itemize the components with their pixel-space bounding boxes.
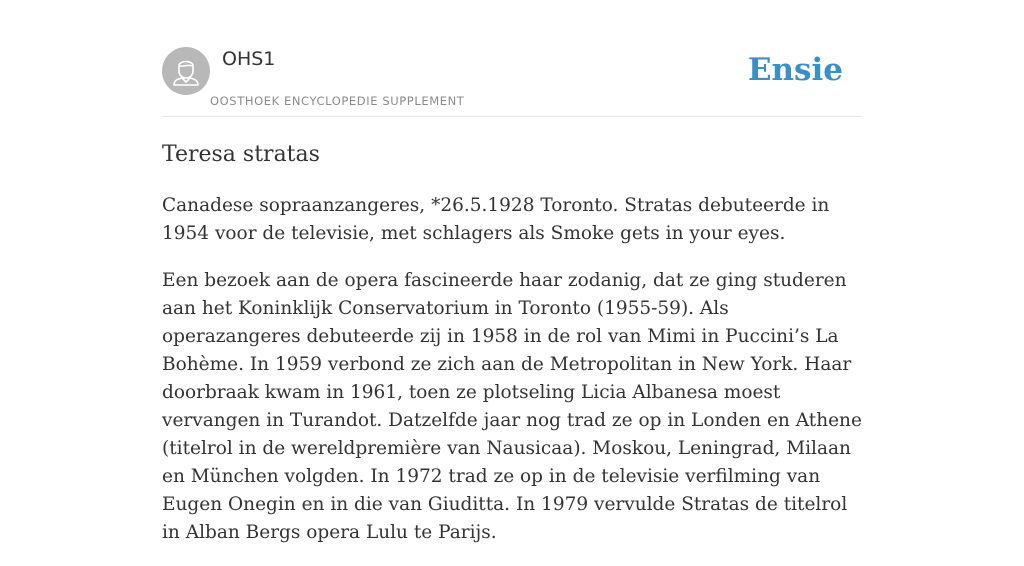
ensie-logo-link[interactable]: Ensie	[747, 52, 843, 88]
author-subtitle: OOSTHOEK ENCYCLOPEDIE SUPPLEMENT	[210, 94, 465, 108]
site-header	[162, 46, 862, 117]
article-paragraph: Een bezoek aan de opera fascineerde haar zodanig, dat ze ging studeren aan het Koninklijk Conservatorium in Toronto (1955-59). Als operazangeres debuteerde zij in 1958 in de rol van Mimi in Puccini’s La Bohème. In 1959 verbond ze zich aan de Metropolitan in New York. Haar doorbraak kwam in 1961, toen ze plotseling Licia Albanesa moest vervangen in Turandot. Datzelfde jaar nog trad ze op in Londen en Athene (titelrol in de wereldpremière van Nausicaa). Moskou, Leningrad, Milaan en München volgden. In 1972 trad ze op in de televisie verfilming van Eugen Onegin en in die van Giuditta. In 1979 vervulde Stratas de titelrol in Alban Bergs opera Lulu te Parijs.	[162, 270, 862, 543]
author-avatar[interactable]	[162, 47, 210, 95]
article-content	[162, 192, 865, 566]
article-paragraph: Canadese sopraanzangeres, *26.5.1928 Toronto. Stratas debuteerde in 1954 voor de televisie, met schlagers als Smoke gets in your eyes.	[162, 195, 830, 244]
author-name-link[interactable]: OHS1	[222, 48, 276, 70]
article-title: Teresa stratas	[162, 142, 320, 167]
user-silhouette-icon	[162, 47, 210, 95]
